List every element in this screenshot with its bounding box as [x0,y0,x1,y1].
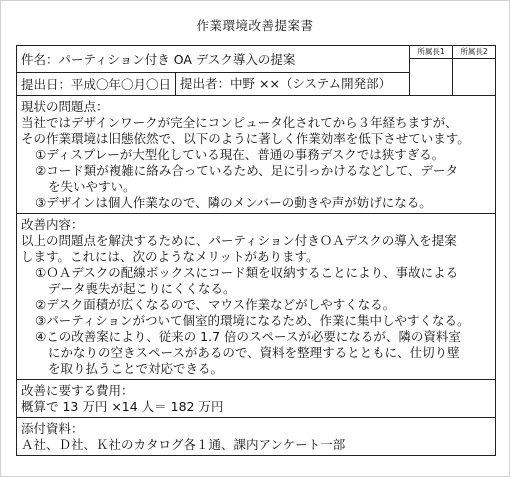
problem-item: ②コード類が複雑に絡み合っているため、足に引っかけるなどして、データ を失いやすい。 [35,163,458,194]
problems-intro-line: その作業環境は旧態依然で、以下のように著しく作業効率を低下させています。 [21,131,470,146]
submit-date: 提出日：平成〇年〇月〇日 [21,77,172,92]
proposal-item: ②デスク面積が広くなるので、マウス作業などがしやすくなる。 [35,297,396,312]
cost-value: 概算で 13 万円 ×14 人＝ 182 万円 [21,399,224,414]
proposal-item: ③パーティションがついて個室的環境になるため、作業に集中しやすくなる。 [35,313,470,328]
submitter: 提出者：中野 ××（システム開発部） [175,73,395,95]
attachments-section [17,418,496,456]
approver-2-label: 所属長2 [453,46,496,59]
proposal-item: ①ＯＡデスクの配線ボックスにコード類を収納することにより、事故による データ喪失が起こりにくくなる。 [35,265,459,296]
subject-field: 件名：パーティション付き OA デスク導入の提案 [17,46,410,73]
cost-section [17,380,496,418]
approver-1-stamp-box [410,59,453,96]
problems-heading: 現状の問題点： [21,99,109,114]
problem-item: ①ディスプレーが大型化している現在、普通の事務デスクでは狭すぎる。 [35,147,445,162]
problem-item: ③デザインは個人作業なので、隣のメンバーの動きや声が妨げになる。 [35,195,432,210]
proposal-intro-line: します。これには、次のようなメリットがあります。 [21,249,319,264]
attachments-value: Ａ社、Ｄ社、Ｋ社のカタログ各１通、課内アンケート一部 [21,437,346,452]
proposal-form [16,45,496,456]
problems-intro-line: 当社ではデザインワークが完全にコンピュータ化されてから３年経ちますが、 [21,115,458,130]
approver-2-stamp-box [453,59,496,96]
proposal-heading: 改善内容： [21,217,84,232]
problems-section [17,96,496,214]
cost-heading: 改善に要する費用： [21,383,134,398]
proposal-item: ④この改善案により、従来の 1.7 倍のスペースが必要になるが、隣の資料室 にかなりの空きスペースがあるので、資料を整理するとともに、仕切り壁 を取り払うことで対応できる。 [35,329,461,376]
proposal-intro-line: 以上の問題点を解決するために、パーティション付きＯＡデスクの導入を提案 [21,233,457,248]
attachments-heading: 添付資料： [21,421,84,436]
proposal-section [17,214,496,380]
document-title: 作業環境改善提案書 [196,18,314,33]
submission-info-row [17,73,410,96]
approver-1-label: 所属長1 [410,46,453,59]
